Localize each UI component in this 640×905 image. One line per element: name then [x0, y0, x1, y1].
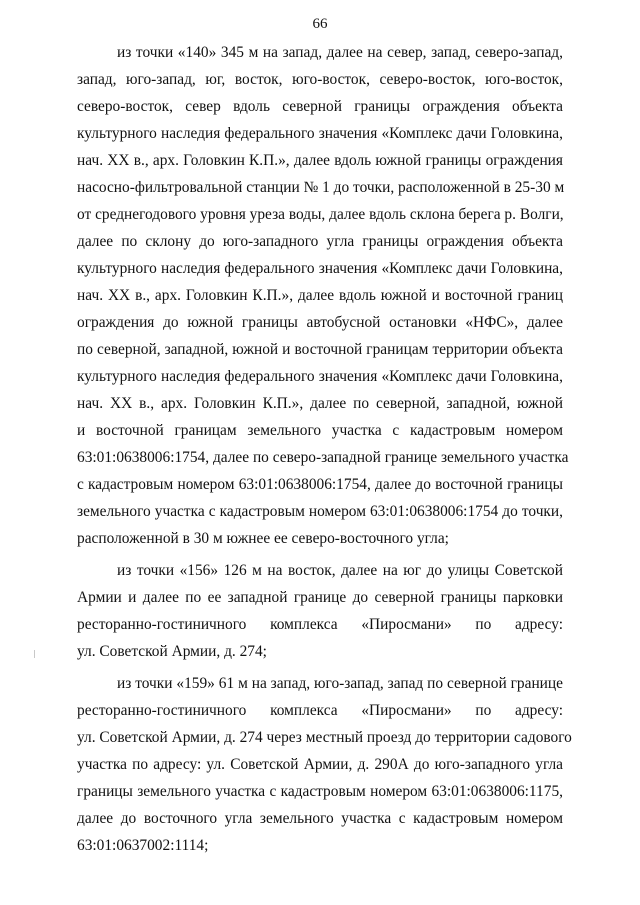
- text-line: ул. Советской Армии, д. 274 через местный проезд до территории садового: [77, 729, 572, 746]
- text-line: 63:01:0638006:1754, далее по северо-западной границе земельного участка: [77, 449, 569, 466]
- text-line: нач. XX в., арх. Головкин К.П.», далее вдоль южной границы ограждения: [77, 152, 563, 169]
- text-line: ресторанно-гостиничного комплекса «Пиросмани» по адресу:: [77, 616, 563, 633]
- text-line: и восточной границам земельного участка с кадастровым номером: [77, 422, 563, 439]
- text-line: северо-восток, север вдоль северной границы ограждения объекта: [77, 98, 563, 115]
- text-line: от среднегодового уровня уреза воды, далее вдоль склона берега р. Волги,: [77, 206, 564, 223]
- text-line: насосно-фильтровальной станции № 1 до точки, расположенной в 25-30 м: [77, 179, 565, 196]
- page-number: 66: [312, 16, 328, 32]
- text-line: ул. Советской Армии, д. 274;: [77, 643, 267, 660]
- text-line: далее по склону до юго-западного угла границы ограждения объекта: [77, 233, 563, 250]
- text-line: расположенной в 30 м южнее ее северо-восточного угла;: [77, 530, 449, 547]
- text-line: по северной, западной, южной и восточной границам территории объекта: [77, 341, 563, 358]
- text-line: Армии и далее по ее западной границе до северной границы парковки: [77, 589, 563, 606]
- text-line: ресторанно-гостиничного комплекса «Пиросмани» по адресу:: [77, 702, 563, 719]
- text-line: 63:01:0637002:1114;: [77, 837, 209, 854]
- text-line: с кадастровым номером 63:01:0638006:1754, далее до восточной границы: [77, 476, 563, 493]
- text-line: ограждения до южной границы автобусной остановки «НФС», далее: [77, 314, 563, 331]
- text-line: из точки «140» 345 м на запад, далее на север, запад, северо-запад,: [117, 44, 563, 61]
- text-line: культурного наследия федерального значения «Комплекс дачи Головкина,: [77, 260, 563, 277]
- text-line: из точки «159» 61 м на запад, юго-запад, запад по северной границе: [117, 675, 563, 692]
- text-line: границы земельного участка с кадастровым номером 63:01:0638006:1175,: [77, 783, 563, 800]
- text-line: нач. XX в., арх. Головкин К.П.», далее по северной, западной, южной: [77, 395, 563, 412]
- text-line: культурного наследия федерального значения «Комплекс дачи Головкина,: [77, 368, 563, 385]
- text-line: участка по адресу: ул. Советской Армии, д. 290А до юго-западного угла: [77, 756, 563, 773]
- text-line: запад, юго-запад, юг, восток, юго-восток, северо-восток, юго-восток,: [77, 71, 563, 88]
- margin-mark: [34, 650, 35, 658]
- text-line: культурного наследия федерального значения «Комплекс дачи Головкина,: [77, 125, 563, 142]
- text-line: нач. XX в., арх. Головкин К.П.», далее вдоль южной и восточной границ: [77, 287, 563, 304]
- text-line: из точки «156» 126 м на восток, далее на юг до улицы Советской: [117, 562, 563, 579]
- text-line: земельного участка с кадастровым номером 63:01:0638006:1754 до точки,: [77, 503, 563, 520]
- text-line: далее до восточного угла земельного участка с кадастровым номером: [77, 810, 563, 827]
